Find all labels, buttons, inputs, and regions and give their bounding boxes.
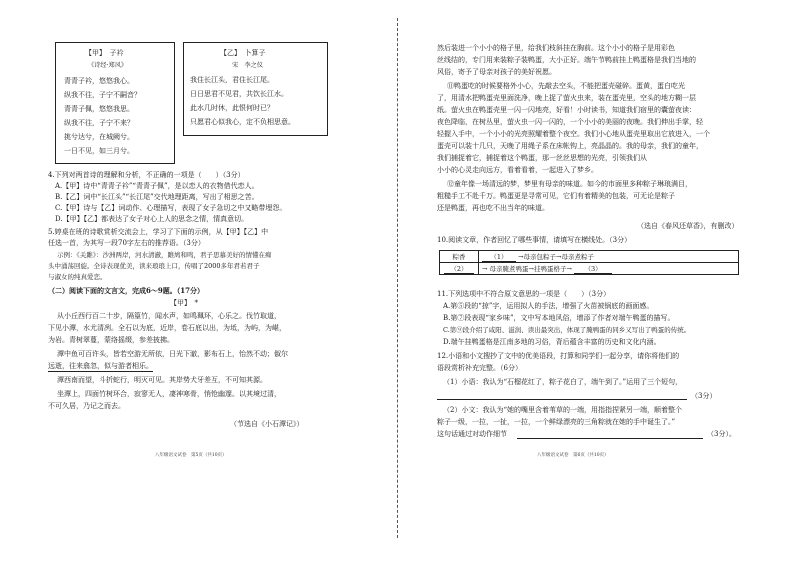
intro-line: 丝线结的，专门用来装粽子装鸭蛋，大小正好。端午节鸭前挂上鸭蛋格是我们当地的 (437, 56, 696, 64)
question-12-answer-2: 这句话通过对动作细节 (437, 430, 507, 438)
passage-line: 潭中鱼可百许头，皆若空游无所依，日光下澈，影布石上，怡然不动；俶尔 (57, 350, 288, 358)
question-4-option-d: D.【甲】【乙】都表达了女子对心上人的思念之情，情真意切。 (55, 215, 249, 223)
table-cell-text: 母亲腌煮鸭蛋→挂鸭蛋格子→ (489, 264, 572, 273)
question-12-answer-1: （1）小语：我认为“石榴花红了，粽子花白了，端午到了。”运用了三个短句， (443, 378, 683, 386)
poem-a-source: 《诗经·郑风》 (88, 62, 128, 69)
table-cell: 粽香 (440, 251, 479, 263)
question-10-stem: 10.阅读文章，作者回忆了哪些事情，请填写在横线处。（3分） (437, 236, 632, 244)
table-row (440, 263, 739, 275)
para-11-line: 纸。萤火虫在鸭蛋壳里一闪一闪地亮，好看！小时读书，知道我们宿里的囊萤夜读： (437, 106, 696, 114)
question-12-stem: 语段赏析补充完整。（6分） (437, 364, 522, 372)
poem-b-heading: 【乙】 卜算子 (220, 49, 266, 57)
para-11-line: 夜色降临，在树丛里，萤火虫一闪一闪的，一个小小的美丽的夜晚。我们伸出手掌，轻 (437, 118, 703, 126)
question-12-answer-2: （2）小文：我认为“她的嘴里含着苇草的一端，用指指捏紧另一端，顺着整个 (443, 406, 683, 414)
poem-a-line: 纵我不往，子宁不嗣音？ (64, 91, 141, 99)
poem-a-line: 青青子佩，悠悠我思。 (64, 105, 134, 113)
question-12-score-2: （3分）。 (707, 430, 736, 438)
question-11-option-b: B.第⑦段表现“家乡味”，文中写本地风俗，增添了作者对端午鸭蛋的描写。 (443, 314, 675, 322)
question-5-line: 5.婷桌在班的诗歌赏析交流会上，学习了下面的示例，从【甲】【乙】中 (48, 228, 269, 236)
poem-a-line: 纵我不往，子宁不来？ (64, 119, 134, 127)
answer-blank-1[interactable]: （1） (482, 252, 516, 262)
question-5-example: 与淑女的纯真爱恋。 (48, 273, 107, 281)
question-12-stem: 12.小语和小文搜抄了文中的优美语段，打算和同学们一起分享，请你将他们的 (437, 352, 680, 360)
question-11-option-d: D.端午挂鸭蛋格是江南多地的习俗，背后蕴含丰富的历史和文化内涵。 (443, 338, 661, 346)
question-4-stem: 4.下列对两首诗的理解和分析，不正确的一项是（ ）（3分） (48, 171, 245, 179)
question-5-example: 头中涌荡回旋。全诗表现优美，读来琅琅上口，传唱了2000多年君若君子 (48, 262, 260, 270)
poem-a-line: 挑兮达兮，在城阙兮。 (64, 133, 134, 141)
para-11-line: 蛋壳可以装十几只，天晚了用绳子系在床帐钩上，亮晶晶的。我的母亲，我们的童年， (437, 142, 703, 150)
right-page (397, 0, 794, 561)
para-11-line: ⑪鸭蛋吃的时候要格外小心，先敲去空头，不能把蛋壳碰碎。蛋黄，蛋白吃光 (447, 82, 685, 90)
para-12-line: 还是鸭蛋，再也吃不出当年的味道。 (437, 204, 549, 212)
article-source: （选自《春风还草香》，有删改） (637, 222, 739, 230)
answer-line-2[interactable] (517, 438, 703, 439)
question-11-stem: 11.下列选项中不符合原文意思的一项是（ ）（3分） (437, 290, 611, 298)
right-footer: 八年级语文试卷 第6页（共10页） (537, 453, 609, 458)
poem-b-line: 日日思君不见君，共饮长江水。 (190, 90, 288, 98)
poem-b-author: 宋 李之仪 (232, 62, 263, 69)
para-12-line: ⑫童年像一场清远的梦，梦里有母亲的味道。如今的市面里多种粽子琳琅满目， (447, 180, 692, 188)
para-11-line: 我们捕捉着它，捕捉着这个鸭蛋，那一丝丝思想的光亮，引领我们从 (437, 154, 647, 162)
poem-a-line: 青青子衿，悠悠我心。 (64, 77, 134, 85)
question-12-answer-2: 粽子一级，一拉，一扯，一拉，一个鲜绿漂亮的三角粽就在她的手中诞生了。” (437, 418, 676, 426)
intro-line: 风俗，寄予了母亲对孩子的美好祝愿。 (437, 68, 556, 76)
passage-line: 潭西南而望，斗折蛇行，明灭可见。其岸势犬牙差互，不可知其源。 (57, 376, 267, 384)
question-5-line: 任选一首，为其写一段70字左右的推荐语。（3分） (48, 239, 205, 247)
intro-line: 然后装进一个小小的格子里，给我们枝斜挂在胸前。这个小小的格子是用彩色 (437, 44, 675, 52)
poem-b-line: 只愿君心似我心，定不负相思意。 (190, 118, 295, 126)
question-4-option-c: C.【甲】诗与【乙】词动作、心理描写，表现了女子急切之中又略带埋怨。 (55, 204, 287, 212)
para-11-line: 小小的心灵走向远方，看着看着，一起进入了梦乡。 (437, 166, 598, 174)
left-footer: 八年级语文试卷 第5页（共10页） (155, 453, 227, 458)
passage-line: 坐潭上，四面竹树环合，寂寥无人，凄神寒骨，悄怆幽邃。以其境过清， (57, 390, 281, 398)
para-11-line: 了，用清水把鸭蛋壳里面洗净，晚上捉了萤火虫来，装在蛋壳里，空头的地方糊一层 (437, 94, 696, 102)
poem-a-box (55, 42, 175, 164)
passage-citation: （节选自《小石潭记》） (230, 420, 304, 428)
passage-line: 下见小潭，水尤清冽。全石以为底，近岸，卷石底以出，为坻，为屿，为嵁， (48, 324, 286, 332)
question-11-option-c: C.第⑨段介绍了咸阳、滋润、读出最突出，体现了腌鸭蛋的同乡又写出了鸭蛋的传统。 (443, 326, 691, 334)
question-4-option-b: B.【乙】词中“长江头”“长江尾”交代地理距离，写出了相思之苦。 (55, 193, 259, 201)
passage-line: 远逝，往来翕忽，似与游者相乐。 (48, 362, 153, 370)
passage-line: 从小丘西行百二十步，隔篁竹，闻水声，如鸣珮环，心乐之。伐竹取道， (57, 312, 281, 320)
table-row (440, 251, 739, 263)
table-cell-text: →母亲包粽子→母亲煮粽子 (518, 252, 594, 261)
para-11-line: 轻握入手中，一个小小的光亮照耀着整个夜空。我们小心地从蛋壳里取出它放进入，一个 (437, 130, 710, 138)
passage-line: 不可久居，乃记之而去。 (48, 402, 125, 410)
passage-heading: 【甲】 * (170, 299, 198, 307)
poem-b-line: 我住长江头，君住长江尾。 (190, 76, 274, 84)
question-10-table (439, 250, 739, 275)
table-cell (479, 251, 739, 263)
passage-line: 为岩。青树翠蔓，蒙络摇缀，参差披拂。 (48, 336, 174, 344)
question-4-option-a: A.【甲】诗中“青青子衿”“青青子佩”，是以恋人的衣物借代恋人。 (55, 182, 259, 190)
question-11-option-a: A.第⑤段的“掠”字，运用拟人的手法，增强了火苗被锅底的画面感。 (443, 302, 654, 310)
question-5-example: 示例：《关雎》：沙洲两岸，河水清澈，雎鸠和鸣，君子思慕美好的情懂在痴 (57, 251, 272, 259)
table-cell (479, 263, 739, 275)
question-12-score-1: （3分） (691, 392, 717, 400)
answer-blank-3[interactable]: （3） (574, 264, 612, 274)
answer-line-1[interactable] (437, 399, 687, 400)
answer-blank-2[interactable]: （2） (444, 264, 474, 274)
section-2-heading: （二）阅读下面的文言文，完成6～9题。（17分） (48, 286, 204, 295)
poem-a-line: 一日不见，如三月兮。 (64, 147, 134, 155)
table-cell (440, 263, 479, 275)
para-12-line: 粗糙手工不赴千万。鸭蛋更是寻常可见，它们有着精美的包装，可无论是粽子 (437, 192, 675, 200)
poem-a-heading: 【甲】 子衿 (85, 49, 124, 57)
poem-b-line: 此水几时休，此恨何时已？ (190, 104, 274, 112)
table-cell-arrow: → (482, 264, 488, 273)
